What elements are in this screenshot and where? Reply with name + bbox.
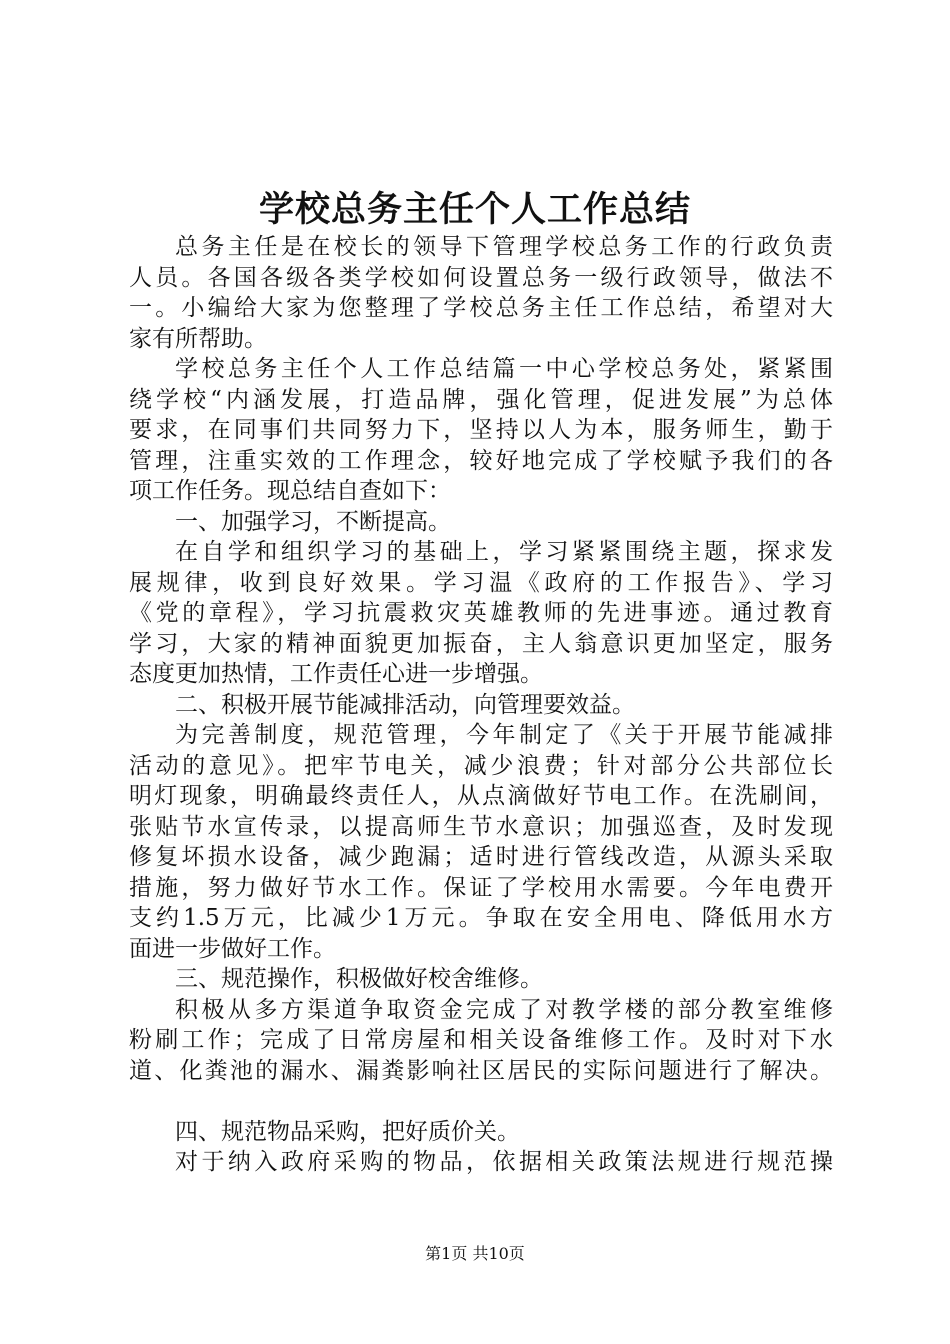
text-line: 项工作任务。现总结自查如下： [129, 478, 451, 504]
text-line [129, 1086, 833, 1117]
text-line: 明灯现象，明确最终责任人，从点滴做好节电工作。在洗刷间， [129, 783, 833, 809]
text-line: 积极从多方渠道争取资金完成了对教学楼的部分教室维修 [175, 996, 833, 1023]
text-line: 一。小编给大家为您整理了学校总务主任工作总结，希望对大 [129, 295, 833, 321]
text-line: 要求，在同事们共同努力下，坚持以人为本，服务师生，勤于 [129, 417, 833, 443]
text-line: 修复坏损水设备，减少跑漏；适时进行管线改造，从源头采取 [129, 844, 833, 870]
text-line: 对于纳入政府采购的物品，依据相关政策法规进行规范操 [175, 1149, 833, 1175]
text-line: 展规律，收到良好效果。学习温《政府的工作报告》、学习 [129, 569, 833, 596]
text-line: 一、加强学习，不断提高。 [175, 508, 451, 535]
text-line: 四、规范物品采购，把好质价关。 [175, 1118, 520, 1145]
text-line: 道、化粪池的漏水、漏粪影响社区居民的实际问题进行了解决。 [129, 1057, 833, 1084]
text-line: 粉刷工作；完成了日常房屋和相关设备维修工作。及时对下水 [129, 1027, 833, 1053]
text-line: 态度更加热情，工作责任心进一步增强。 [129, 661, 543, 687]
document-title: 学校总务主任个人工作总结 [258, 189, 691, 230]
text-line: 活动的意见》。把牢节电关，减少浪费；针对部分公共部位长 [129, 752, 833, 779]
text-line: 人员。各国各级各类学校如何设置总务一级行政领导，做法不 [129, 264, 833, 291]
text-line: 家有所帮助。 [129, 325, 267, 352]
text-line: 总务主任是在校长的领导下管理学校总务工作的行政负责 [175, 234, 833, 260]
text-line: 学习，大家的精神面貌更加振奋，主人翁意识更加坚定，服务 [129, 630, 833, 657]
text-line: 为完善制度，规范管理，今年制定了《关于开展节能减排 [175, 722, 833, 748]
text-line: 二、积极开展节能减排活动，向管理要效益。 [175, 691, 635, 718]
text-line: 张贴节水宣传录，以提高师生节水意识；加强巡查，及时发现 [129, 813, 833, 840]
text-line: 学校总务主任个人工作总结篇一中心学校总务处，紧紧围 [175, 356, 833, 382]
text-line: 在自学和组织学习的基础上，学习紧紧围绕主题，探求发 [175, 539, 833, 565]
text-line: 措施，努力做好节水工作。保证了学校用水需要。今年电费开 [129, 874, 833, 901]
text-line: 面进一步做好工作。 [129, 935, 336, 962]
text-line: 支约1.5万元，比减少1万元。争取在安全用电、降低用水方 [129, 905, 833, 931]
page-footer: 第1页 共10页 [425, 1244, 525, 1263]
text-line: 绕学校“内涵发展，打造品牌，强化管理，促进发展”为总体 [129, 386, 833, 413]
text-line: 三、规范操作，积极做好校舍维修。 [175, 966, 543, 992]
text-line: 管理，注重实效的工作理念，较好地完成了学校赋予我们的各 [129, 447, 833, 474]
text-line: 《党的章程》，学习抗震救灾英雄教师的先进事迹。通过教育 [129, 600, 833, 626]
document-body [129, 232, 833, 1178]
